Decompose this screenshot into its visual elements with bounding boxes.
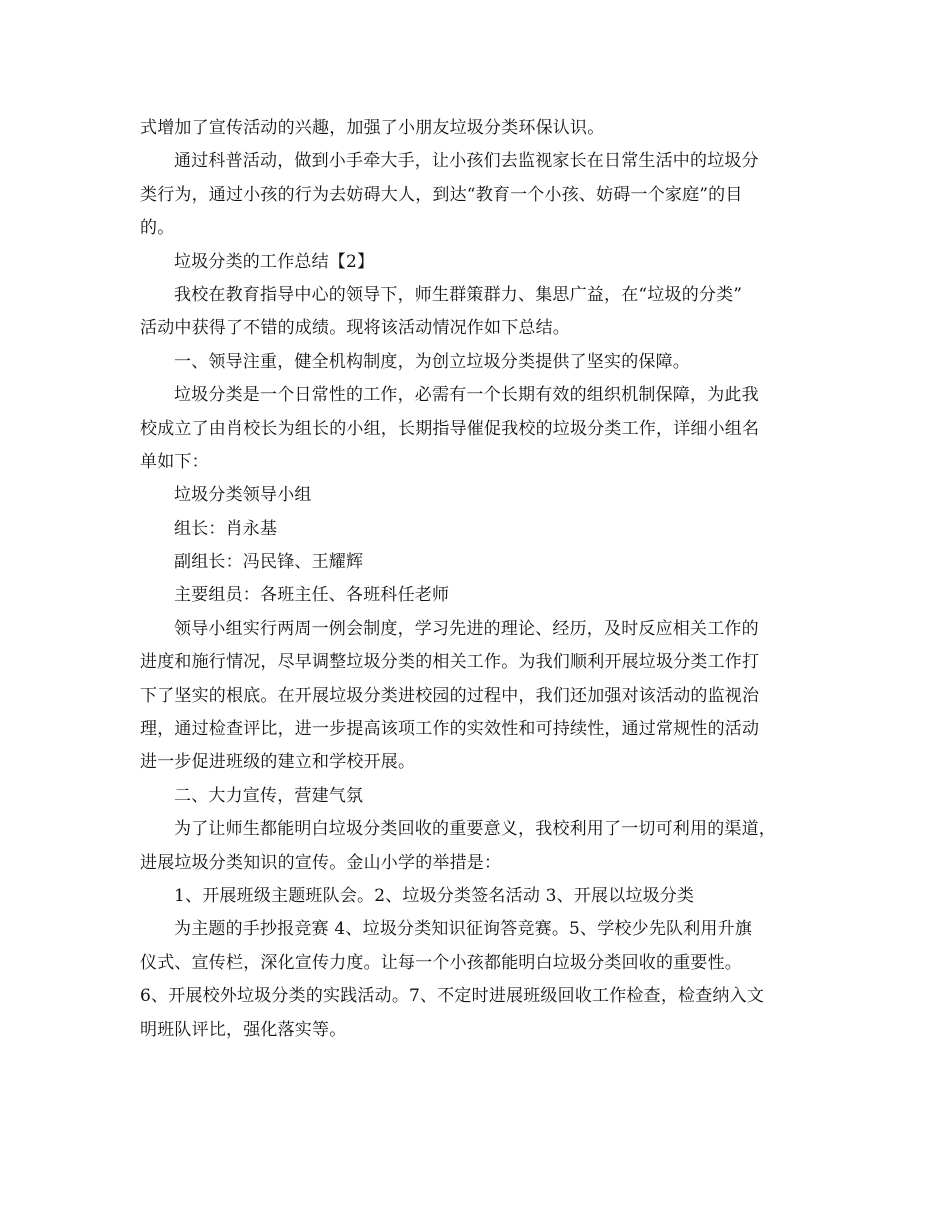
text-line: 我校在教育指导中心的领导下，师生群策群力、集思广益，在“垃圾的分类”: [174, 284, 743, 305]
text-line: 进一步促进班级的建立和学校开展。: [140, 752, 416, 773]
text-line: 垃圾分类是一个日常性的工作，必需有一个长期有效的组织机制保障，为此我: [174, 385, 759, 406]
text-line: 组长：肖永基: [174, 518, 278, 539]
document-page: [140, 112, 815, 1047]
text-line: 仪式、宣传栏，深化宣传力度。让每一个小孩都能明白垃圾分类回收的重要性。: [140, 952, 742, 973]
text-line: 进展垃圾分类知识的宣传。金山小学的举措是：: [140, 852, 502, 873]
text-line: 一、领导注重，健全机构制度，为创立垃圾分类提供了坚实的保障。: [174, 351, 690, 372]
text-line: 理，通过检查评比，进一步提高该项工作的实效性和可持续性，通过常规性的活动: [140, 719, 760, 740]
text-line: 为主题的手抄报竞赛 4、垃圾分类知识征询答竞赛。5、学校少先队利用升旗: [174, 919, 753, 940]
text-line: 为了让师生都能明白垃圾分类回收的重要意义，我校利用了一切可利用的渠道，: [174, 819, 776, 840]
text-line: 下了坚实的根底。在开展垃圾分类进校园的过程中，我们还加强对该活动的监视治: [140, 685, 760, 706]
text-line: 校成立了由肖校长为组长的小组，长期指导催促我校的垃圾分类工作，详细小组名: [140, 418, 760, 439]
text-line: 通过科普活动，做到小手牵大手，让小孩们去监视家长在日常生活中的垃圾分: [174, 151, 759, 172]
text-line: 单如下：: [140, 451, 209, 472]
text-line: 式增加了宣传活动的兴趣，加强了小朋友垃圾分类环保认识。: [140, 118, 605, 138]
text-line: 领导小组实行两周一例会制度，学习先进的理论、经历，及时反应相关工作的: [174, 618, 759, 639]
text-line: 6、开展校外垃圾分类的实践活动。7、不定时进展班级回收工作检查，检查纳入文: [140, 986, 765, 1007]
text-line: 活动中获得了不错的成绩。现将该活动情况作如下总结。: [140, 318, 570, 339]
text-line: 进度和施行情况，尽早调整垃圾分类的相关工作。为我们顺利开展垃圾分类工作打: [140, 652, 760, 673]
text-line: 主要组员：各班主任、各班科任老师: [174, 585, 450, 606]
text-line: 垃圾分类的工作总结【2】: [174, 251, 375, 272]
text-line: 1、开展班级主题班队会。2、垃圾分类签名活动 3、开展以垃圾分类: [174, 885, 695, 906]
text-line: 二、大力宣传，营建气氛: [174, 785, 364, 806]
text-line: 副组长：冯民锋、王耀辉: [174, 552, 364, 573]
text-line: 类行为，通过小孩的行为去妨碍大人，到达“教育一个小孩、妨碍一个家庭”的目: [140, 184, 743, 205]
text-line: 明班队评比，强化落实等。: [140, 1019, 347, 1040]
text-line: 的。: [140, 218, 175, 239]
text-line: 垃圾分类领导小组: [174, 485, 312, 506]
